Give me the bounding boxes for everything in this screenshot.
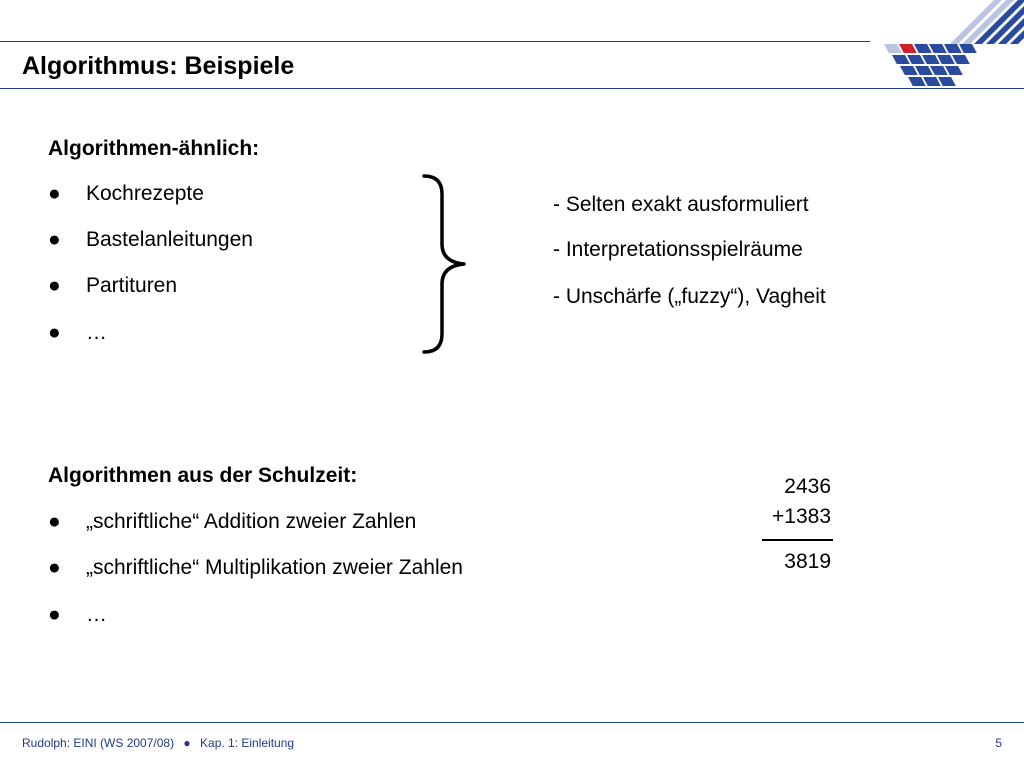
bullet-icon: ●: [48, 228, 61, 251]
logo-tile: [923, 77, 941, 86]
logo-tile: [892, 55, 910, 64]
bullet-icon: ●: [48, 510, 61, 533]
logo-tile: [899, 44, 917, 53]
list-item-text: Kochrezepte: [86, 182, 204, 205]
addition-operand-1: 2436: [784, 475, 831, 498]
university-grid-logo: [878, 0, 1024, 90]
footer-author: Rudolph: EINI (WS 2007/08): [22, 736, 175, 750]
logo-tile: [900, 66, 918, 75]
list-item-text: …: [86, 321, 107, 344]
logo-tile: [930, 66, 948, 75]
bullet-icon: ●: [48, 274, 61, 297]
page-number: 5: [995, 736, 1002, 750]
logo-tile: [944, 44, 962, 53]
logo-tile: [922, 55, 940, 64]
logo-tile: [952, 55, 970, 64]
right-curly-brace-icon: [420, 172, 470, 356]
header-bottom-rule: [0, 88, 1024, 89]
list-item-text: Partituren: [86, 274, 178, 297]
footer-info: [22, 736, 300, 750]
list-item-text: „schriftliche“ Multiplikation zweier Zahlen: [86, 556, 463, 579]
logo-tile: [908, 77, 926, 86]
addition-result: 3819: [784, 550, 831, 573]
list-item-text: …: [86, 603, 107, 626]
sum-line: [762, 539, 833, 541]
addition-operand-2: +1383: [772, 505, 831, 528]
list-item-text: Bastelanleitungen: [86, 228, 253, 251]
bullet-icon: ●: [48, 321, 61, 344]
logo-tile: [937, 55, 955, 64]
header-top-rule: [0, 41, 870, 42]
characteristic-note: - Selten exakt ausformuliert: [553, 193, 809, 216]
slide-title: Algorithmus: Beispiele: [22, 52, 295, 80]
bullet-icon: ●: [48, 603, 61, 626]
characteristic-note: - Unschärfe („fuzzy“), Vagheit: [553, 285, 826, 308]
section-heading-similar: Algorithmen-ähnlich:: [48, 137, 260, 160]
bullet-icon: ●: [48, 182, 61, 205]
list-item-text: „schriftliche“ Addition zweier Zahlen: [86, 510, 417, 533]
footer-separator-icon: ●: [183, 736, 191, 750]
footer-rule: [0, 722, 1024, 723]
logo-tile: [907, 55, 925, 64]
logo-tile: [938, 77, 956, 86]
logo-tile: [959, 44, 977, 53]
section-heading-school: Algorithmen aus der Schulzeit:: [48, 464, 358, 487]
logo-tile: [929, 44, 947, 53]
logo-tile: [914, 44, 932, 53]
logo-tile: [915, 66, 933, 75]
bullet-icon: ●: [48, 556, 61, 579]
logo-tile: [884, 44, 902, 53]
characteristic-note: - Interpretationsspielräume: [553, 238, 803, 261]
logo-tile: [945, 66, 963, 75]
footer-chapter: Kap. 1: Einleitung: [200, 736, 295, 750]
